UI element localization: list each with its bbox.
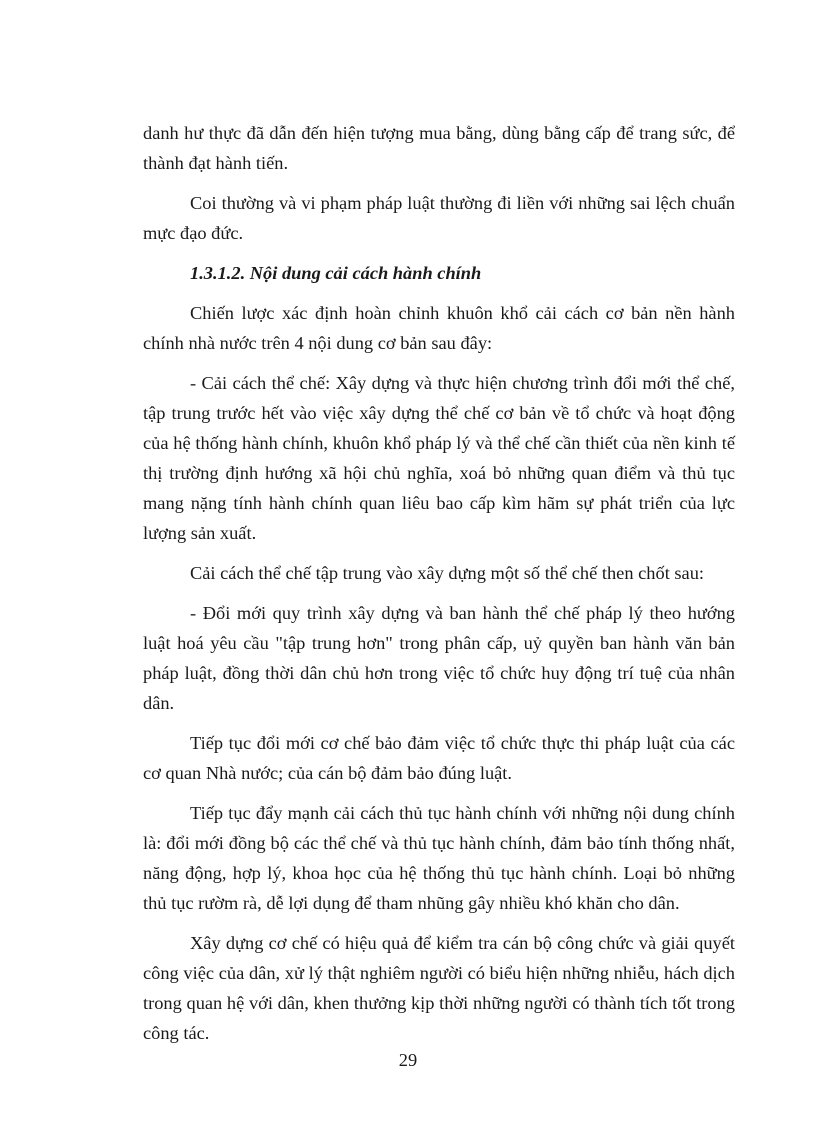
paragraph-continuation: danh hư thực đã dẫn đến hiện tượng mua bằng, dùng bằng cấp để trang sức, để thành đạt hành tiến.	[143, 123, 735, 173]
paragraph-institutional-reform: - Cải cách thể chế: Xây dựng và thực hiện chương trình đổi mới thể chế, tập trung trước hết vào việc xây dựng thể chế cơ bản về tổ chức và hoạt động của hệ thống hành chính, khuôn khổ pháp lý và thể chế cần thiết của nền kinh tế thị trường định hướng xã hội chủ nghĩa, xoá bỏ những quan điểm và thủ tục mang nặng tính hành chính quan liêu bao cấp kìm hãm sự phát triển của lực lượng sản xuất.	[143, 373, 735, 543]
section-heading: 1.3.1.2. Nội dung cải cách hành chính	[190, 263, 482, 283]
paragraph-law-enforcement: Tiếp tục đổi mới cơ chế bảo đảm việc tổ chức thực thi pháp luật của các cơ quan Nhà nước; của cán bộ đảm bảo đúng luật.	[143, 733, 735, 783]
paragraph-key-institutions: Cải cách thể chế tập trung vào xây dựng một số thể chế then chốt sau:	[190, 563, 705, 583]
paragraph-strategy: Chiến lược xác định hoàn chỉnh khuôn khổ cải cách cơ bản nền hành chính nhà nước trên 4 nội dung cơ bản sau đây:	[143, 303, 735, 353]
page-number: 29	[398, 1050, 418, 1070]
document-body	[143, 118, 735, 1058]
paragraph-inspection-mechanism: Xây dựng cơ chế có hiệu quả để kiểm tra cán bộ công chức và giải quyết công việc của dân, xử lý thật nghiêm người có biểu hiện những nhiễu, hách dịch trong quan hệ với dân, khen thưởng kịp thời những người có thành tích tốt trong công tác.	[143, 933, 735, 1043]
paragraph-law-violation: Coi thường và vi phạm pháp luật thường đi liền với những sai lệch chuẩn mực đạo đức.	[143, 193, 735, 243]
paragraph-legislative-process: - Đổi mới quy trình xây dựng và ban hành thể chế pháp lý theo hướng luật hoá yêu cầu "tập trung hơn" trong phân cấp, uỷ quyền ban hành văn bản pháp luật, đồng thời dân chủ hơn trong việc tổ chức huy động trí tuệ của nhân dân.	[143, 603, 735, 713]
paragraph-administrative-procedures: Tiếp tục đẩy mạnh cải cách thủ tục hành chính với những nội dung chính là: đổi mới đồng bộ các thể chế và thủ tục hành chính, đảm bảo tính thống nhất, năng động, hợp lý, khoa học của hệ thống thủ tục hành chính. Loại bỏ những thủ tục rườm rà, dễ lợi dụng để tham nhũng gây nhiều khó khăn cho dân.	[143, 803, 735, 913]
